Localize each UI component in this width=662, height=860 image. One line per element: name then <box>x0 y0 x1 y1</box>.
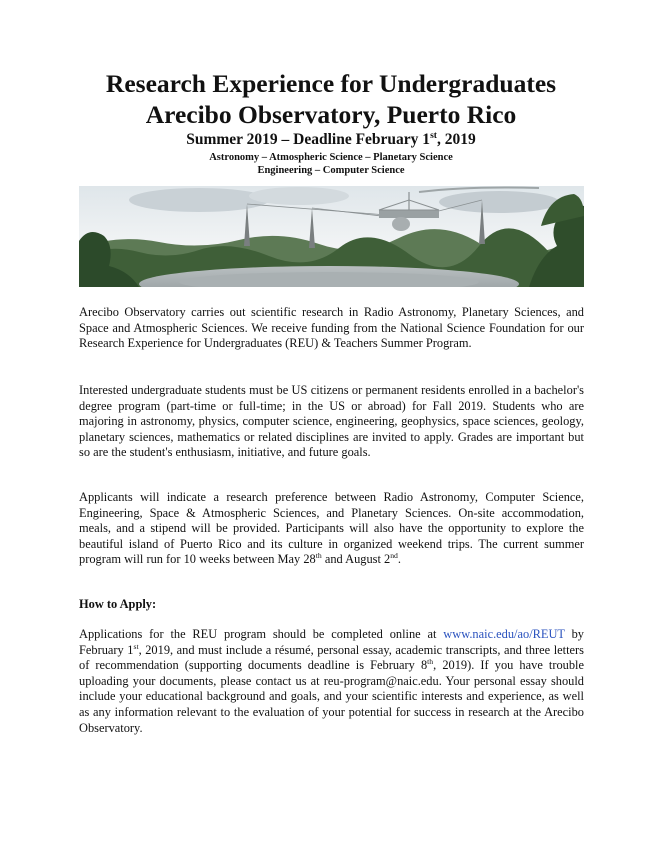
apply-text-b: by February 1 <box>79 627 584 657</box>
program-text-b: and August 2 <box>321 552 391 567</box>
eligibility-text: Interested undergraduate students must be US citizens or permanent residents enrolled in a bachelor's degree program (part-time or full-time; in the US or abroad) for Fall 2019. Students who are majoring in astronomy, physics, computer science, engineering, geophysics, space sciences, geology, planetary sciences, mathematics or related disciplines are invited to apply. Grades are important but so are the student's enthusiasm, initiative, and future goals. <box>79 383 584 460</box>
title-line-2: Arecibo Observatory, Puerto Rico <box>145 100 517 129</box>
program-text <box>79 490 584 568</box>
observatory-photo <box>79 186 584 287</box>
research-fields <box>60 151 602 177</box>
apply-sup-b: st <box>133 641 139 651</box>
how-to-apply-heading: How to Apply: <box>79 597 157 611</box>
eligibility-paragraph <box>79 383 584 461</box>
program-sup-b: nd <box>390 551 398 561</box>
apply-text-a: Applications for the REU program should be completed online at <box>79 627 444 641</box>
subtitle-superscript: st <box>430 129 437 141</box>
apply-text-c: , 2019, and must include a résumé, personal essay, academic transcripts, and three letters of recommendation (supporting documents deadline is February 8 <box>79 642 584 673</box>
apply-sup-c: th <box>427 657 434 667</box>
intro-paragraph <box>79 305 584 352</box>
subtitle-deadline <box>60 131 602 149</box>
fields-line-2: Engineering – Computer Science <box>257 165 405 176</box>
program-text-c: . <box>397 552 401 567</box>
how-to-apply-text <box>79 627 584 736</box>
subtitle-text: Summer 2019 – Deadline February 1 <box>186 131 431 148</box>
program-paragraph <box>79 490 584 568</box>
page-title <box>60 68 602 130</box>
reu-application-link[interactable]: www.naic.edu/ao/REUT <box>443 627 565 641</box>
intro-text: Arecibo Observatory carries out scientific research in Radio Astronomy, Planetary Sciences, and Space and Atmospheric Sciences. We receive funding from the National Science Foundation for our Research Experience for Undergraduates (REU) & Teachers Summer Program. <box>79 305 584 351</box>
program-sup-a: th <box>315 551 322 561</box>
program-text-a: Applicants will indicate a research preference between Radio Astronomy, Computer Science, Engineering, Space & Atmospheric Sciences, and Planetary Sciences. On-site accommodation, meals, and a stipend will be provided. Participants will also have the opportunity to explore the beautiful island of Puerto Rico and its culture in organized weekend trips. The current summer program will run for 10 weeks between May 28 <box>79 490 584 567</box>
how-to-apply-paragraph <box>79 627 584 736</box>
subtitle-year: , 2019 <box>437 131 476 148</box>
fields-line-1: Astronomy – Atmospheric Science – Planetary Science <box>209 152 453 163</box>
apply-text-d: , 2019). If you have trouble uploading your documents, please contact us at reu-program@naic.edu. Your personal essay should include your educational background and goals, and your scientific interests and experience, as well as any information relevant to the evaluation of your potential for success in research at the Arecibo Observatory. <box>79 658 584 735</box>
title-line-1: Research Experience for Undergraduates <box>105 69 557 98</box>
